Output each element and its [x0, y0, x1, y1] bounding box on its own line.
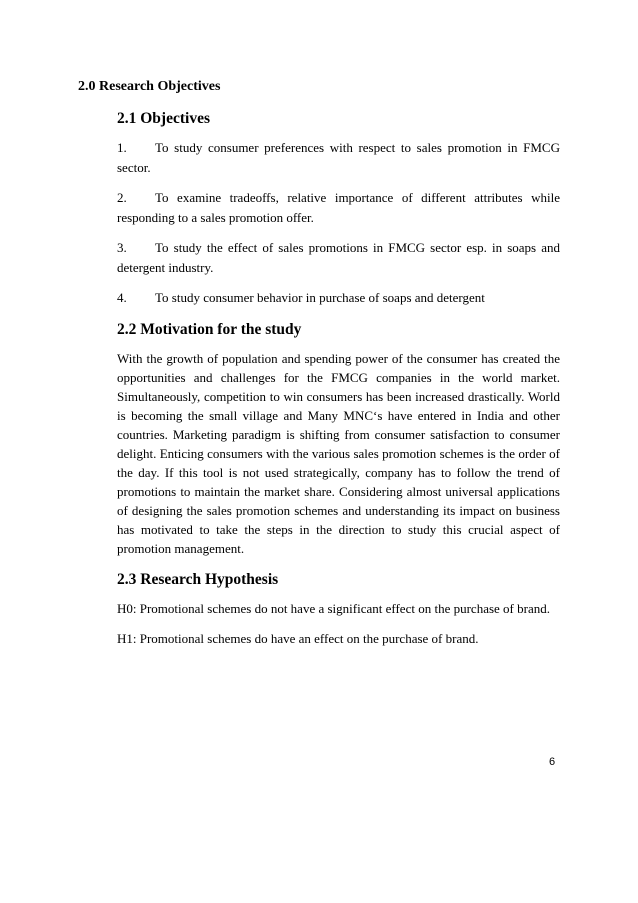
objective-item-4 — [117, 288, 560, 308]
objective-item-2 — [117, 188, 560, 228]
hypothesis-heading: 2.3 Research Hypothesis — [117, 571, 279, 588]
objective-text: To study consumer behavior in purchase of soaps and detergent — [155, 290, 485, 305]
objective-text: To examine tradeoffs, relative importance of different attributes while responding to a sales promotion offer. — [117, 190, 560, 225]
objective-text: To study the effect of sales promotions in FMCG sector esp. in soaps and detergent industry. — [117, 240, 560, 275]
objective-item-3 — [117, 238, 560, 278]
hypothesis-h1: H1: Promotional schemes do have an effect on the purchase of brand. — [117, 631, 479, 646]
objective-number: 1. — [117, 140, 127, 155]
objective-number: 4. — [117, 290, 127, 305]
motivation-heading: 2.2 Motivation for the study — [117, 321, 302, 338]
motivation-paragraph: With the growth of population and spending power of the consumer has created the opportunities and challenges for the FMCG companies in the world market. Simultaneously, competition to win consumers has been increased drastically. World is becoming the small village and Many MNC‘s have entered in India and other countries. Marketing paradigm is shifting from consumer satisfaction to consumer delight. Enticing consumers with the various sales promotion schemes is the order of the day. If this tool is not used strategically, company has to follow the trend of promotions to maintain the market share. Considering almost universal applications of designing the sales promotion schemes and understanding its impact on business has motivated to take the steps in the direction to study this crucial aspect of promotion management. — [117, 351, 560, 556]
section-content — [117, 109, 560, 659]
objective-number: 3. — [117, 240, 127, 255]
hypothesis-h0: H0: Promotional schemes do not have a significant effect on the purchase of brand. — [117, 601, 550, 616]
page-number: 6 — [549, 756, 556, 768]
objective-item-1 — [117, 138, 560, 178]
section-heading: 2.0 Research Objectives — [78, 79, 221, 94]
objectives-heading: 2.1 Objectives — [117, 110, 210, 127]
objective-text: To study consumer preferences with respect to sales promotion in FMCG sector. — [117, 140, 560, 175]
objective-number: 2. — [117, 190, 127, 205]
